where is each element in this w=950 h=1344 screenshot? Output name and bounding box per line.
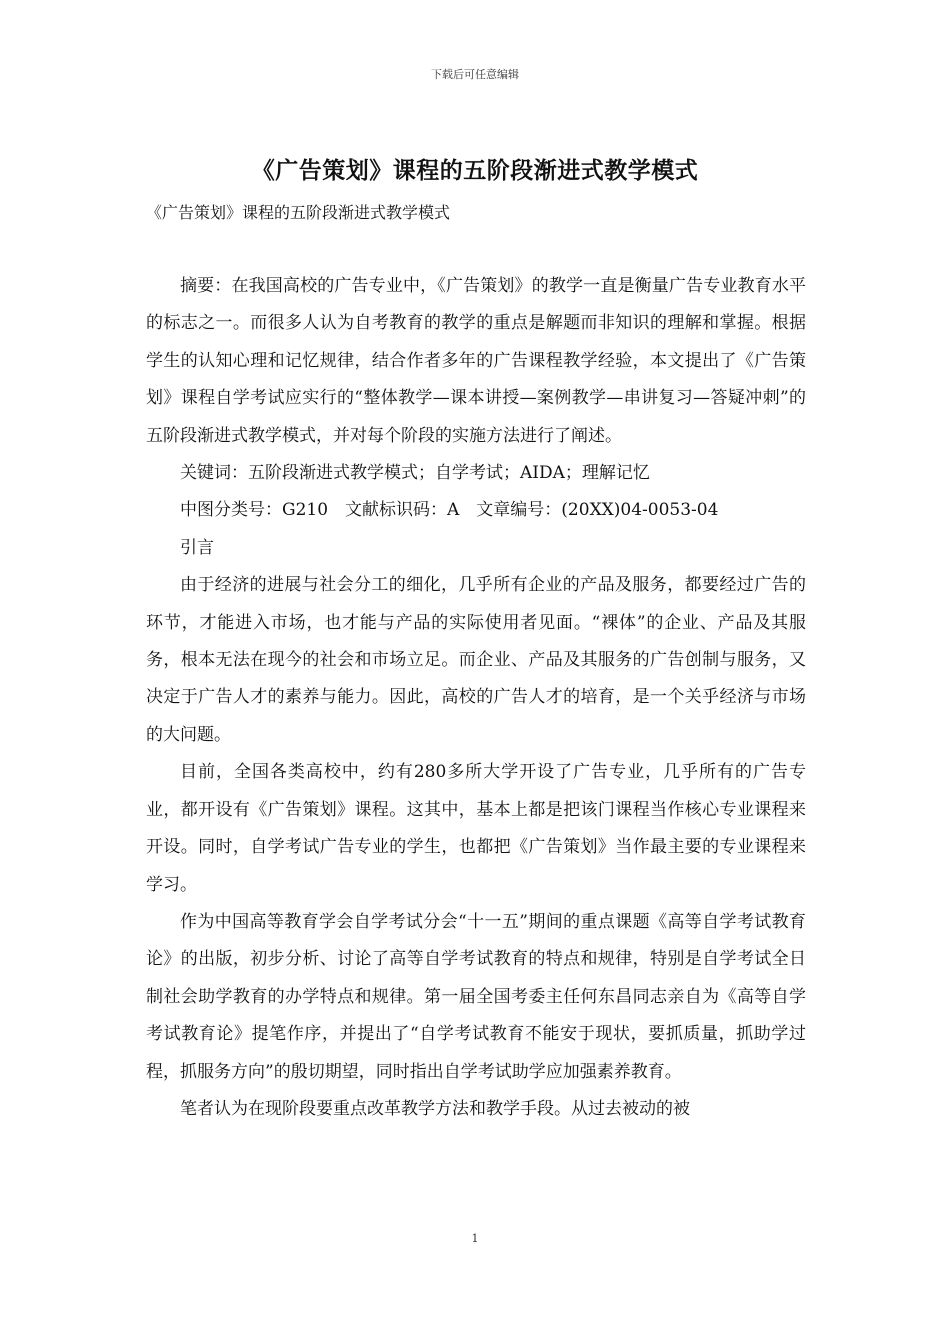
page-number: 1 bbox=[471, 1232, 479, 1245]
body-paragraph: 作为中国高等教育学会自学考试分会“十一五”期间的重点课题《高等自学考试教育论》的出版，初步分析、讨论了高等自学考试教育的特点和规律，特别是自学考试全日制社会助学教育的办学特点和规律。第一届全国考委主任何东昌同志亲自为《高等自学考试教育论》提笔作序，并提出了“自学考试教育不能安于现状，要抓质量，抓助学过程，抓服务方向”的殷切期望，同时指出自学考试助学应加强素养教育。 bbox=[146, 911, 806, 1082]
keywords-line: 关键词：五阶段渐进式教学模式；自学考试；AIDA；理解记忆 bbox=[180, 463, 650, 484]
classification-line: 中图分类号：G210 文献标识码：A 文章编号：(20XX)04-0053-04 bbox=[180, 500, 719, 521]
body-paragraph: 目前，全国各类高校中，约有280多所大学开设了广告专业，几乎所有的广告专业，都开设有《广告策划》课程。这其中，基本上都是把该门课程当作核心专业课程来开设。同时，自学考试广告专业的学生，也都把《广告策划》当作最主要的专业课程来学习。 bbox=[146, 762, 806, 895]
body-paragraph: 由于经济的进展与社会分工的细化，几乎所有企业的产品及服务，都要经过广告的环节，才能进入市场，也才能与产品的实际使用者见面。“裸体”的企业、产品及其服务，根本无法在现今的社会和市场立足。而企业、产品及其服务的广告创制与服务，又决定于广告人才的素养与能力。因此，高校的广告人才的培育，是一个关乎经济与市场的大问题。 bbox=[146, 575, 806, 745]
header-note: 下载后可任意编辑 bbox=[431, 68, 519, 81]
article-body bbox=[146, 268, 806, 1128]
abstract-paragraph: 摘要：在我国高校的广告专业中，《广告策划》的教学一直是衡量广告专业教育水平的标志之一。而很多人认为自考教育的教学的重点是解题而非知识的理解和掌握。根据学生的认知心理和记忆规律，结合作者多年的广告课程教学经验，本文提出了《广告策划》课程自学考试应实行的“整体教学—课本讲授—案例教学—串讲复习—答疑冲刺”的五阶段渐进式教学模式，并对每个阶段的实施方法进行了阐述。 bbox=[146, 276, 806, 446]
body-paragraph: 笔者认为在现阶段要重点改革教学方法和教学手段。从过去被动的被 bbox=[180, 1098, 690, 1119]
article-title: 《广告策划》课程的五阶段渐进式教学模式 bbox=[251, 157, 699, 184]
intro-heading: 引言 bbox=[180, 537, 214, 558]
article-subtitle: 《广告策划》课程的五阶段渐进式教学模式 bbox=[146, 203, 451, 222]
